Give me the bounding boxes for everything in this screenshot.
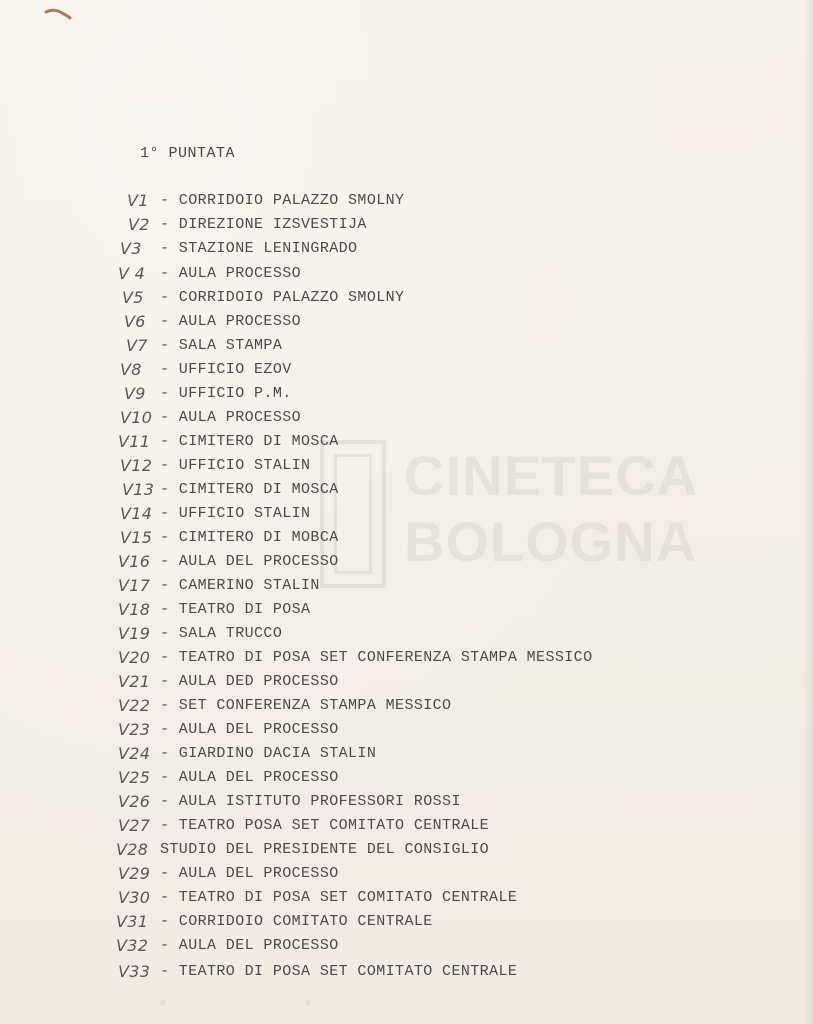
- scene-entry: [0, 721, 700, 743]
- scene-location: - AULA DEL PROCESSO: [160, 721, 339, 738]
- scene-entry: [0, 697, 700, 719]
- scene-number-check: V16: [118, 552, 151, 571]
- scene-entry: [0, 769, 700, 791]
- scene-entry: [0, 937, 700, 959]
- scene-location: - UFFICIO EZOV: [160, 361, 292, 378]
- scene-number-check: V31: [116, 912, 149, 931]
- scene-number-check: V24: [118, 744, 151, 763]
- scene-entry: [0, 265, 700, 287]
- scene-number-check: V13: [122, 480, 155, 499]
- scene-entry: [0, 529, 700, 551]
- scene-entry: [0, 385, 700, 407]
- scene-location: - CORRIDOIO PALAZZO SMOLNY: [160, 192, 405, 209]
- scene-entry: [0, 457, 700, 479]
- scene-entry: [0, 289, 700, 311]
- scene-location: STUDIO DEL PRESIDENTE DEL CONSIGLIO: [160, 841, 490, 858]
- scene-location: - TEATRO POSA SET COMITATO CENTRALE: [160, 817, 490, 834]
- scene-location: - SALA STAMPA: [160, 337, 283, 354]
- scene-location: - TEATRO DI POSA: [160, 601, 311, 618]
- scene-location: - AULA PROCESSO: [160, 409, 302, 426]
- scene-entry: [0, 505, 700, 527]
- scene-location: - UFFICIO STALIN: [160, 505, 311, 522]
- scene-entry: [0, 745, 700, 767]
- scene-location: - SET CONFERENZA STAMPA MESSICO: [160, 697, 452, 714]
- watermark-line-1: CINETECA: [404, 444, 699, 507]
- scene-location: - AULA PROCESSO: [160, 265, 302, 282]
- scene-entry: [0, 553, 700, 575]
- scene-number-check: V11: [118, 432, 151, 451]
- scene-entry: [0, 433, 700, 455]
- scene-location: - CIMITERO DI MOBCA: [160, 529, 339, 546]
- scene-entry: [0, 216, 700, 238]
- scene-entry: [0, 625, 700, 647]
- scene-entry: [0, 361, 700, 383]
- scene-entry: [0, 337, 700, 359]
- scene-number-check: V7: [126, 336, 148, 355]
- scene-number-check: V2: [128, 215, 150, 234]
- scene-entry: [0, 192, 700, 214]
- scene-entry: [0, 577, 700, 599]
- scene-location: - CAMERINO STALIN: [160, 577, 320, 594]
- scene-location: - AULA DEL PROCESSO: [160, 865, 339, 882]
- scene-location: - CIMITERO DI MOSCA: [160, 481, 339, 498]
- scene-entry: [0, 240, 700, 262]
- scene-location: - UFFICIO P.M.: [160, 385, 292, 402]
- scene-number-check: V27: [118, 816, 151, 835]
- scene-number-check: V1: [127, 191, 149, 210]
- scene-number-check: V8: [120, 360, 142, 379]
- scene-entry: [0, 817, 700, 839]
- scene-location: - UFFICIO STALIN: [160, 457, 311, 474]
- staple-rust-mark: [44, 6, 72, 20]
- scene-entry: [0, 673, 700, 695]
- punch-hole-mark: [305, 1000, 311, 1006]
- scene-number-check: V22: [118, 696, 151, 715]
- scene-number-check: V17: [118, 576, 151, 595]
- scene-location: - DIREZIONE IZSVESTIJA: [160, 216, 367, 233]
- scene-number-check: V6: [124, 312, 146, 331]
- scene-location: - CIMITERO DI MOSCA: [160, 433, 339, 450]
- scene-location: - TEATRO DI POSA SET COMITATO CENTRALE: [160, 889, 518, 906]
- scene-location: - STAZIONE LENINGRADO: [160, 240, 358, 257]
- scene-entry: [0, 481, 700, 503]
- scene-number-check: V29: [118, 864, 151, 883]
- scene-location: - CORRIDOIO PALAZZO SMOLNY: [160, 289, 405, 306]
- scene-location: - AULA ISTITUTO PROFESSORI ROSSI: [160, 793, 461, 810]
- scene-number-check: V15: [120, 528, 153, 547]
- scene-entry: [0, 649, 700, 671]
- episode-heading: 1° PUNTATA: [140, 145, 236, 162]
- scene-number-check: V5: [122, 288, 144, 307]
- scene-entry: [0, 963, 700, 985]
- scene-number-check: V3: [120, 239, 142, 258]
- scene-number-check: V 4: [118, 264, 146, 283]
- scene-location: - CORRIDOIO COMITATO CENTRALE: [160, 913, 433, 930]
- scene-number-check: V32: [116, 936, 149, 955]
- scene-location: - AULA DEL PROCESSO: [160, 769, 339, 786]
- scene-number-check: V9: [124, 384, 146, 403]
- scene-location: - AULA DEL PROCESSO: [160, 553, 339, 570]
- scene-number-check: V12: [120, 456, 153, 475]
- scene-location: - AULA DED PROCESSO: [160, 673, 339, 690]
- scene-number-check: V30: [118, 888, 151, 907]
- scene-location: - TEATRO DI POSA SET COMITATO CENTRALE: [160, 963, 518, 980]
- scene-number-check: V10: [120, 408, 153, 427]
- scene-number-check: V21: [118, 672, 151, 691]
- scene-entry: [0, 841, 700, 863]
- scene-location: - SALA TRUCCO: [160, 625, 283, 642]
- punch-hole-mark: [160, 1000, 166, 1006]
- scene-number-check: V23: [118, 720, 151, 739]
- scene-number-check: V20: [118, 648, 151, 667]
- scene-number-check: V18: [118, 600, 151, 619]
- scene-entry: [0, 865, 700, 887]
- scene-entry: [0, 889, 700, 911]
- scene-location: - AULA PROCESSO: [160, 313, 302, 330]
- watermark-line-2: BOLOGNA: [404, 510, 698, 573]
- scene-location: - TEATRO DI POSA SET CONFERENZA STAMPA MESSICO: [160, 649, 593, 666]
- scene-entry: [0, 409, 700, 431]
- scene-entry: [0, 913, 700, 935]
- scene-number-check: V14: [120, 504, 153, 523]
- scene-location: - GIARDINO DACIA STALIN: [160, 745, 377, 762]
- scene-entry: [0, 601, 700, 623]
- scene-number-check: V26: [118, 792, 151, 811]
- scene-number-check: V25: [118, 768, 151, 787]
- scene-number-check: V28: [116, 840, 149, 859]
- scene-number-check: V19: [118, 624, 151, 643]
- page-edge-shadow: [803, 0, 813, 1024]
- scene-location: - AULA DEL PROCESSO: [160, 937, 339, 954]
- scene-number-check: V33: [118, 962, 151, 981]
- scene-entry: [0, 793, 700, 815]
- scene-entry: [0, 313, 700, 335]
